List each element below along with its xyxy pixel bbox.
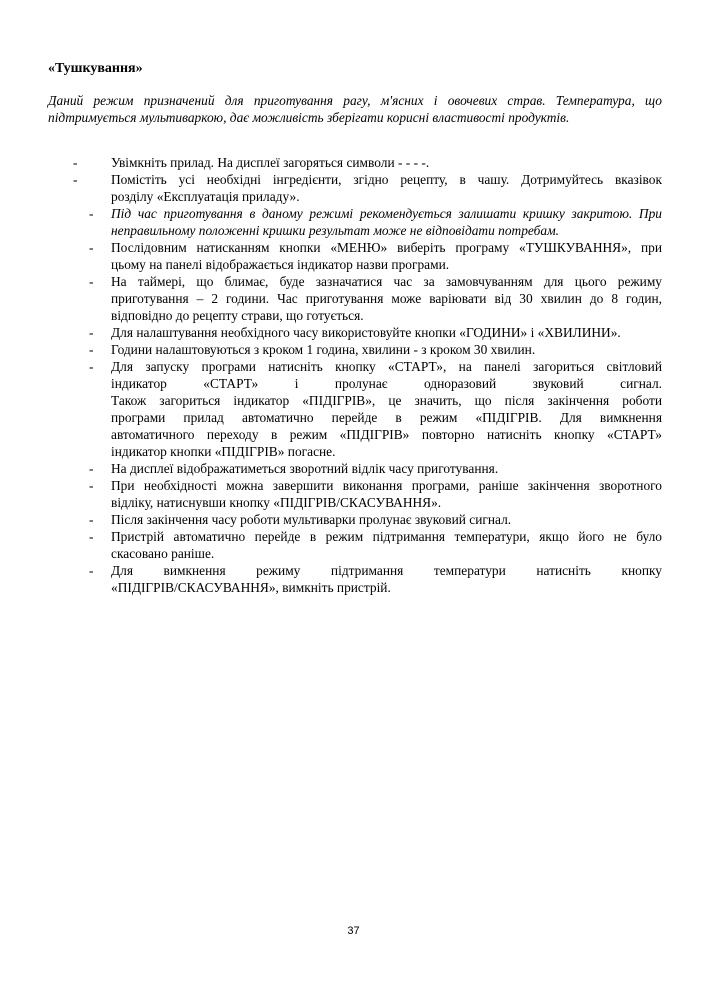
list-item-text <box>111 239 662 273</box>
text-line: Також загориться індикатор «ПІДІГРІВ», це значить, що після закінчення роботи <box>111 393 662 408</box>
text-line: Для налаштування необхідного часу використовуйте кнопки «ГОДИНИ» і «ХВИЛИНИ». <box>111 325 621 340</box>
list-item <box>0 239 707 273</box>
text-line: Послідовним натисканням кнопки «МЕНЮ» виберіть програму «ТУШКУВАННЯ», при <box>111 240 662 255</box>
text-line: програми прилад автоматично перейде в режим «ПІДІГРІВ. Для вимкнення <box>111 410 662 425</box>
list-item-text <box>111 562 662 596</box>
list-item-text <box>111 341 662 358</box>
text-line: Для вимкнення режиму підтримання температури натисніть кнопку <box>111 563 662 578</box>
text-line: Увімкніть прилад. На дисплеї загоряться символи - - - -. <box>111 155 430 170</box>
text-line: автоматичного переходу в режим «ПІДІГРІВ» повторно натисніть кнопку «СТАРТ» <box>111 427 662 442</box>
bullet-dash: - <box>73 155 78 170</box>
list-item-text <box>111 460 662 477</box>
text-line: неправильному положенні кришки результат може не відповідати потребам. <box>111 223 559 238</box>
bullet-dash: - <box>89 359 94 374</box>
list-item <box>0 171 707 205</box>
page-number: 37 <box>347 925 360 937</box>
list-item-text <box>111 154 662 171</box>
list-item <box>0 154 707 171</box>
text-line: індикатор «СТАРТ» і пролунає одноразовий звуковий сигнал. <box>111 376 662 391</box>
text-line: Помістіть усі необхідні інгредієнти, згідно рецепту, в чашу. Дотримуйтесь вказівок <box>111 172 662 187</box>
bullet-dash: - <box>89 563 94 578</box>
text-line: Години налаштовуються з кроком 1 година, хвилини - з кроком 30 хвилин. <box>111 342 536 357</box>
text-line: Під час приготування в даному режимі рекомендується залишати кришку закритою. При <box>111 206 662 221</box>
list-item <box>0 528 707 562</box>
intro-paragraph <box>48 92 662 126</box>
text-line: приготування – 2 години. Час приготування може варіювати від 30 хвилин до 8 годин, <box>111 291 662 306</box>
bullet-dash: - <box>89 240 94 255</box>
text-line: цьому на панелі відображається індикатор назви програми. <box>111 257 450 272</box>
section-title: «Тушкування» <box>48 61 143 76</box>
list-item-text <box>111 477 662 511</box>
list-item-text <box>111 171 662 205</box>
intro-line: Даний режим призначений для приготування рагу, м'ясних і овочевих страв. Температура, що <box>48 93 662 108</box>
text-line: скасовано раніше. <box>111 546 215 561</box>
text-line: індикатор кнопки «ПІДІГРІВ» погасне. <box>111 444 336 459</box>
bullet-dash: - <box>73 172 78 187</box>
text-line: Після закінчення часу роботи мультиварки пролунає звуковий сигнал. <box>111 512 512 527</box>
list-item <box>0 273 707 324</box>
text-line: Пристрій автоматично перейде в режим підтримання температури, якщо його не було <box>111 529 662 544</box>
bullet-dash: - <box>89 325 94 340</box>
intro-line: підтримується мультиваркою, дає можливість зберігати корисні властивості продуктів. <box>48 110 570 125</box>
bullet-dash: - <box>89 529 94 544</box>
text-line: На дисплеї відображатиметься зворотний відлік часу приготування. <box>111 461 499 476</box>
text-line: Для запуску програми натисніть кнопку «СТАРТ», на панелі загориться світловий <box>111 359 662 374</box>
bullet-dash: - <box>89 274 94 289</box>
text-line: На таймері, що блимає, буде зазначатися час за замовчуванням для цього режиму <box>111 274 662 289</box>
list-item-text <box>111 528 662 562</box>
list-item-text <box>111 511 662 528</box>
list-item <box>0 324 707 341</box>
list-item <box>0 205 707 239</box>
text-line: розділу «Експлуатація приладу». <box>111 189 300 204</box>
list-item <box>0 511 707 528</box>
list-item <box>0 341 707 358</box>
list-item-text <box>111 273 662 324</box>
bullet-dash: - <box>89 512 94 527</box>
list-item-text <box>111 205 662 239</box>
list-item <box>0 358 707 460</box>
text-line: При необхідності можна завершити виконання програми, раніше закінчення зворотного <box>111 478 662 493</box>
bullet-dash: - <box>89 342 94 357</box>
text-line: відліку, натиснувши кнопку «ПІДІГРІВ/СКАСУВАННЯ». <box>111 495 442 510</box>
list-item-text <box>111 324 662 341</box>
list-item <box>0 562 707 596</box>
list-item-text <box>111 358 662 460</box>
list-item <box>0 460 707 477</box>
list-item <box>0 477 707 511</box>
bullet-dash: - <box>89 478 94 493</box>
bullet-dash: - <box>89 461 94 476</box>
text-line: «ПІДІГРІВ/СКАСУВАННЯ», вимкніть пристрій. <box>111 580 391 595</box>
instruction-list <box>0 154 707 596</box>
bullet-dash: - <box>89 206 94 221</box>
text-line: відповідно до рецепту страви, що готується. <box>111 308 364 323</box>
